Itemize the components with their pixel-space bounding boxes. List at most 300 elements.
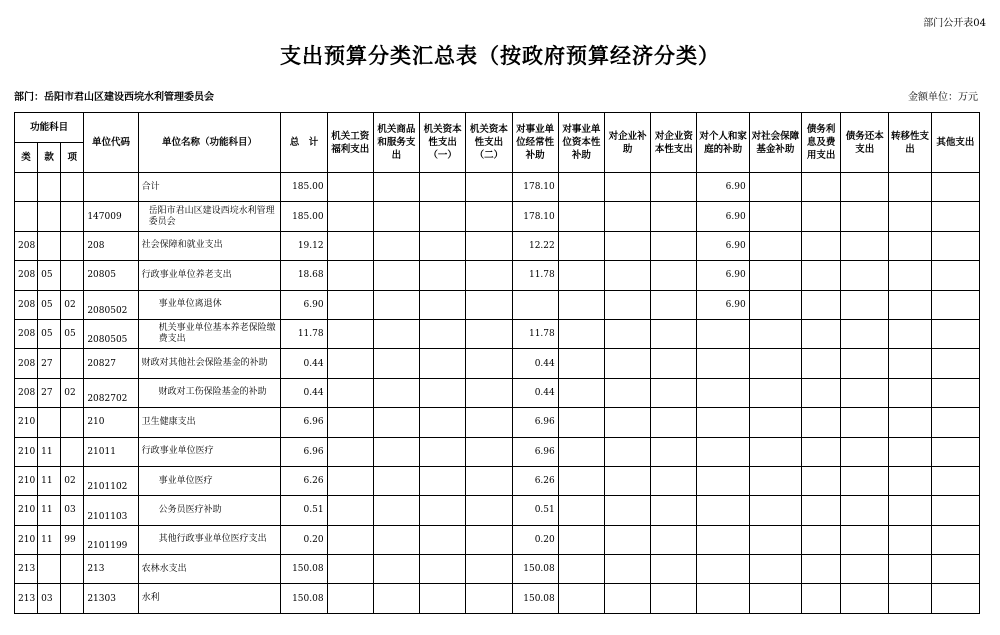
c11-cell — [801, 555, 840, 584]
xiang-cell: 02 — [61, 290, 84, 319]
c2-cell — [373, 555, 419, 584]
c8-cell — [651, 231, 697, 260]
total-cell: 0.44 — [281, 378, 327, 407]
xiang-cell — [61, 408, 84, 437]
c2-cell — [373, 437, 419, 466]
name-cell: 机关事业单位基本养老保险缴费支出 — [138, 319, 281, 348]
c7-cell — [604, 349, 650, 378]
class-cell: 210 — [15, 437, 38, 466]
c3-cell — [420, 584, 466, 613]
total-cell: 150.08 — [281, 584, 327, 613]
kuan-cell — [38, 408, 61, 437]
c4-cell — [466, 202, 512, 231]
c7-cell — [604, 378, 650, 407]
c9-cell: 6.90 — [697, 261, 749, 290]
c1-cell — [327, 378, 373, 407]
c8-cell — [651, 496, 697, 525]
c12-cell — [841, 525, 889, 554]
c14-cell — [931, 408, 979, 437]
c13-cell — [889, 408, 931, 437]
total-cell: 0.20 — [281, 525, 327, 554]
table-row — [15, 466, 980, 495]
c1-cell — [327, 408, 373, 437]
table-row — [15, 584, 980, 613]
c14-cell — [931, 290, 979, 319]
c7-cell — [604, 173, 650, 202]
total-cell: 185.00 — [281, 202, 327, 231]
c1-cell — [327, 319, 373, 348]
code-cell: 210 — [84, 408, 138, 437]
name-cell: 公务员医疗补助 — [138, 496, 281, 525]
c13-cell — [889, 496, 931, 525]
c10-cell — [749, 466, 801, 495]
c1-cell — [327, 496, 373, 525]
c8-cell — [651, 261, 697, 290]
kuan-cell — [38, 202, 61, 231]
class-cell: 210 — [15, 496, 38, 525]
c12-cell — [841, 231, 889, 260]
class-cell: 208 — [15, 290, 38, 319]
c2-cell — [373, 290, 419, 319]
name-cell: 合计 — [138, 173, 281, 202]
c12-cell — [841, 319, 889, 348]
xiang-cell: 03 — [61, 496, 84, 525]
name-cell: 岳阳市君山区建设西垸水利管理委员会 — [138, 202, 281, 231]
c2-cell — [373, 408, 419, 437]
c6-cell — [558, 319, 604, 348]
c10-cell — [749, 437, 801, 466]
c7-cell — [604, 466, 650, 495]
c11-cell — [801, 173, 840, 202]
c12-cell — [841, 437, 889, 466]
table-row — [15, 525, 980, 554]
c2-cell — [373, 378, 419, 407]
c6-cell — [558, 290, 604, 319]
table-row — [15, 231, 980, 260]
c10-cell — [749, 319, 801, 348]
c11-cell — [801, 290, 840, 319]
header-code: 单位代码 — [84, 113, 138, 173]
header-name: 单位名称（功能科目） — [138, 113, 281, 173]
c6-cell — [558, 584, 604, 613]
kuan-cell: 05 — [38, 290, 61, 319]
table-row — [15, 290, 980, 319]
header-c4: 机关资本性支出（二） — [466, 113, 512, 173]
kuan-cell: 11 — [38, 525, 61, 554]
c2-cell — [373, 466, 419, 495]
header-c11: 债务利息及费用支出 — [801, 113, 840, 173]
c11-cell — [801, 378, 840, 407]
c9-cell — [697, 525, 749, 554]
c10-cell — [749, 555, 801, 584]
c7-cell — [604, 496, 650, 525]
c1-cell — [327, 584, 373, 613]
c10-cell — [749, 378, 801, 407]
c6-cell — [558, 231, 604, 260]
c12-cell — [841, 408, 889, 437]
table-row — [15, 378, 980, 407]
c5-cell: 0.44 — [512, 378, 558, 407]
c3-cell — [420, 261, 466, 290]
c7-cell — [604, 437, 650, 466]
header-lei: 类 — [15, 143, 38, 173]
c11-cell — [801, 466, 840, 495]
c3-cell — [420, 408, 466, 437]
code-cell: 2080502 — [84, 290, 138, 319]
c8-cell — [651, 584, 697, 613]
class-cell: 208 — [15, 349, 38, 378]
c3-cell — [420, 319, 466, 348]
c5-cell — [512, 290, 558, 319]
c4-cell — [466, 173, 512, 202]
c8-cell — [651, 378, 697, 407]
header-c14: 其他支出 — [931, 113, 979, 173]
class-cell: 208 — [15, 378, 38, 407]
c13-cell — [889, 555, 931, 584]
kuan-cell: 27 — [38, 349, 61, 378]
kuan-cell — [38, 555, 61, 584]
c1-cell — [327, 173, 373, 202]
header-c7: 对企业补助 — [604, 113, 650, 173]
c10-cell — [749, 349, 801, 378]
c2-cell — [373, 261, 419, 290]
xiang-cell — [61, 202, 84, 231]
c13-cell — [889, 261, 931, 290]
table-row — [15, 349, 980, 378]
kuan-cell: 11 — [38, 496, 61, 525]
c5-cell: 150.08 — [512, 584, 558, 613]
xiang-cell — [61, 173, 84, 202]
total-cell: 6.90 — [281, 290, 327, 319]
c1-cell — [327, 466, 373, 495]
name-cell: 行政事业单位医疗 — [138, 437, 281, 466]
name-cell: 行政事业单位养老支出 — [138, 261, 281, 290]
c9-cell: 6.90 — [697, 202, 749, 231]
xiang-cell: 99 — [61, 525, 84, 554]
name-cell: 财政对其他社会保险基金的补助 — [138, 349, 281, 378]
c3-cell — [420, 290, 466, 319]
c6-cell — [558, 349, 604, 378]
kuan-cell: 27 — [38, 378, 61, 407]
c12-cell — [841, 584, 889, 613]
header-c6: 对事业单位资本性补助 — [558, 113, 604, 173]
department-label: 部门：岳阳市君山区建设西垸水利管理委员会 — [14, 92, 214, 103]
header-c8: 对企业资本性支出 — [651, 113, 697, 173]
c6-cell — [558, 555, 604, 584]
c1-cell — [327, 202, 373, 231]
code-cell: 2101199 — [84, 525, 138, 554]
c12-cell — [841, 349, 889, 378]
code-cell: 2101102 — [84, 466, 138, 495]
c12-cell — [841, 290, 889, 319]
c8-cell — [651, 555, 697, 584]
c8-cell — [651, 466, 697, 495]
c10-cell — [749, 290, 801, 319]
table-row — [15, 202, 980, 231]
c3-cell — [420, 525, 466, 554]
c10-cell — [749, 496, 801, 525]
c9-cell — [697, 319, 749, 348]
c1-cell — [327, 437, 373, 466]
c13-cell — [889, 466, 931, 495]
c9-cell — [697, 466, 749, 495]
c7-cell — [604, 525, 650, 554]
c13-cell — [889, 584, 931, 613]
c6-cell — [558, 261, 604, 290]
c13-cell — [889, 173, 931, 202]
c6-cell — [558, 408, 604, 437]
c12-cell — [841, 378, 889, 407]
xiang-cell — [61, 349, 84, 378]
total-cell: 0.51 — [281, 496, 327, 525]
c4-cell — [466, 290, 512, 319]
xiang-cell — [61, 555, 84, 584]
c5-cell: 11.78 — [512, 261, 558, 290]
code-cell: 213 — [84, 555, 138, 584]
c7-cell — [604, 231, 650, 260]
c5-cell: 178.10 — [512, 202, 558, 231]
c11-cell — [801, 496, 840, 525]
c6-cell — [558, 525, 604, 554]
c6-cell — [558, 173, 604, 202]
c12-cell — [841, 173, 889, 202]
header-c2: 机关商品和服务支出 — [373, 113, 419, 173]
c14-cell — [931, 466, 979, 495]
c12-cell — [841, 555, 889, 584]
c14-cell — [931, 202, 979, 231]
c4-cell — [466, 466, 512, 495]
c2-cell — [373, 319, 419, 348]
c8-cell — [651, 290, 697, 319]
c1-cell — [327, 555, 373, 584]
c4-cell — [466, 378, 512, 407]
xiang-cell: 02 — [61, 466, 84, 495]
xiang-cell: 05 — [61, 319, 84, 348]
c4-cell — [466, 584, 512, 613]
c1-cell — [327, 290, 373, 319]
c5-cell: 178.10 — [512, 173, 558, 202]
c8-cell — [651, 408, 697, 437]
c14-cell — [931, 555, 979, 584]
name-cell: 事业单位医疗 — [138, 466, 281, 495]
total-cell: 6.26 — [281, 466, 327, 495]
header-xiang: 项 — [61, 143, 84, 173]
c4-cell — [466, 496, 512, 525]
header-c3: 机关资本性支出（一） — [420, 113, 466, 173]
c5-cell: 150.08 — [512, 555, 558, 584]
kuan-cell: 11 — [38, 466, 61, 495]
total-cell: 150.08 — [281, 555, 327, 584]
kuan-cell: 05 — [38, 319, 61, 348]
code-cell — [84, 173, 138, 202]
c13-cell — [889, 319, 931, 348]
c9-cell — [697, 378, 749, 407]
table-row — [15, 408, 980, 437]
c11-cell — [801, 525, 840, 554]
header-c10: 对社会保障基金补助 — [749, 113, 801, 173]
c4-cell — [466, 525, 512, 554]
c3-cell — [420, 202, 466, 231]
c10-cell — [749, 408, 801, 437]
c5-cell: 0.20 — [512, 525, 558, 554]
c11-cell — [801, 202, 840, 231]
c4-cell — [466, 408, 512, 437]
header-c13: 转移性支出 — [889, 113, 931, 173]
name-cell: 事业单位离退休 — [138, 290, 281, 319]
c12-cell — [841, 261, 889, 290]
kuan-cell — [38, 231, 61, 260]
c4-cell — [466, 437, 512, 466]
budget-table — [14, 112, 980, 614]
c11-cell — [801, 349, 840, 378]
c7-cell — [604, 202, 650, 231]
c10-cell — [749, 173, 801, 202]
c9-cell — [697, 496, 749, 525]
c11-cell — [801, 261, 840, 290]
c14-cell — [931, 261, 979, 290]
xiang-cell — [61, 231, 84, 260]
c13-cell — [889, 202, 931, 231]
code-cell: 2101103 — [84, 496, 138, 525]
name-cell: 卫生健康支出 — [138, 408, 281, 437]
c3-cell — [420, 555, 466, 584]
code-cell: 2080505 — [84, 319, 138, 348]
c10-cell — [749, 202, 801, 231]
xiang-cell — [61, 584, 84, 613]
name-cell: 水利 — [138, 584, 281, 613]
c8-cell — [651, 319, 697, 348]
name-cell: 财政对工伤保险基金的补助 — [138, 378, 281, 407]
code-cell: 20805 — [84, 261, 138, 290]
class-cell: 208 — [15, 231, 38, 260]
class-cell: 208 — [15, 319, 38, 348]
c10-cell — [749, 525, 801, 554]
c13-cell — [889, 378, 931, 407]
c6-cell — [558, 378, 604, 407]
class-cell — [15, 202, 38, 231]
code-cell: 147009 — [84, 202, 138, 231]
c12-cell — [841, 202, 889, 231]
c5-cell: 0.44 — [512, 349, 558, 378]
c2-cell — [373, 231, 419, 260]
c1-cell — [327, 349, 373, 378]
total-cell: 6.96 — [281, 437, 327, 466]
xiang-cell: 02 — [61, 378, 84, 407]
kuan-cell: 11 — [38, 437, 61, 466]
c7-cell — [604, 319, 650, 348]
c7-cell — [604, 290, 650, 319]
c6-cell — [558, 202, 604, 231]
xiang-cell — [61, 261, 84, 290]
c11-cell — [801, 231, 840, 260]
c14-cell — [931, 378, 979, 407]
table-row — [15, 555, 980, 584]
c11-cell — [801, 437, 840, 466]
c10-cell — [749, 261, 801, 290]
c13-cell — [889, 290, 931, 319]
class-cell: 213 — [15, 555, 38, 584]
c8-cell — [651, 437, 697, 466]
c2-cell — [373, 496, 419, 525]
c8-cell — [651, 525, 697, 554]
total-cell: 6.96 — [281, 408, 327, 437]
c13-cell — [889, 437, 931, 466]
header-c1: 机关工资福利支出 — [327, 113, 373, 173]
class-cell: 210 — [15, 466, 38, 495]
c6-cell — [558, 437, 604, 466]
c7-cell — [604, 584, 650, 613]
kuan-cell: 03 — [38, 584, 61, 613]
c7-cell — [604, 555, 650, 584]
c9-cell — [697, 437, 749, 466]
code-cell: 20827 — [84, 349, 138, 378]
c9-cell — [697, 408, 749, 437]
c14-cell — [931, 437, 979, 466]
header-func: 功能科目 — [15, 113, 84, 143]
c14-cell — [931, 525, 979, 554]
c12-cell — [841, 496, 889, 525]
c5-cell: 12.22 — [512, 231, 558, 260]
c9-cell — [697, 349, 749, 378]
c10-cell — [749, 584, 801, 613]
c9-cell: 6.90 — [697, 231, 749, 260]
class-cell — [15, 173, 38, 202]
c9-cell — [697, 555, 749, 584]
c4-cell — [466, 231, 512, 260]
c4-cell — [466, 261, 512, 290]
c3-cell — [420, 378, 466, 407]
class-cell: 210 — [15, 408, 38, 437]
header-c9: 对个人和家庭的补助 — [697, 113, 749, 173]
table-row — [15, 319, 980, 348]
c2-cell — [373, 349, 419, 378]
form-number: 部门公开表04 — [923, 18, 986, 29]
total-cell: 185.00 — [281, 173, 327, 202]
name-cell: 其他行政事业单位医疗支出 — [138, 525, 281, 554]
c3-cell — [420, 173, 466, 202]
c14-cell — [931, 349, 979, 378]
c5-cell: 0.51 — [512, 496, 558, 525]
c8-cell — [651, 173, 697, 202]
c5-cell: 6.26 — [512, 466, 558, 495]
header-kuan: 款 — [38, 143, 61, 173]
c7-cell — [604, 261, 650, 290]
c1-cell — [327, 231, 373, 260]
c9-cell — [697, 584, 749, 613]
c11-cell — [801, 408, 840, 437]
c7-cell — [604, 408, 650, 437]
code-cell: 208 — [84, 231, 138, 260]
c2-cell — [373, 202, 419, 231]
name-cell: 社会保障和就业支出 — [138, 231, 281, 260]
c14-cell — [931, 584, 979, 613]
class-cell: 208 — [15, 261, 38, 290]
name-cell: 农林水支出 — [138, 555, 281, 584]
code-cell: 2082702 — [84, 378, 138, 407]
page-title: 支出预算分类汇总表（按政府预算经济分类） — [280, 44, 720, 68]
c14-cell — [931, 231, 979, 260]
class-cell: 210 — [15, 525, 38, 554]
c3-cell — [420, 231, 466, 260]
total-cell: 11.78 — [281, 319, 327, 348]
kuan-cell — [38, 173, 61, 202]
c5-cell: 11.78 — [512, 319, 558, 348]
c11-cell — [801, 319, 840, 348]
table-row — [15, 437, 980, 466]
c4-cell — [466, 555, 512, 584]
c13-cell — [889, 349, 931, 378]
c1-cell — [327, 261, 373, 290]
